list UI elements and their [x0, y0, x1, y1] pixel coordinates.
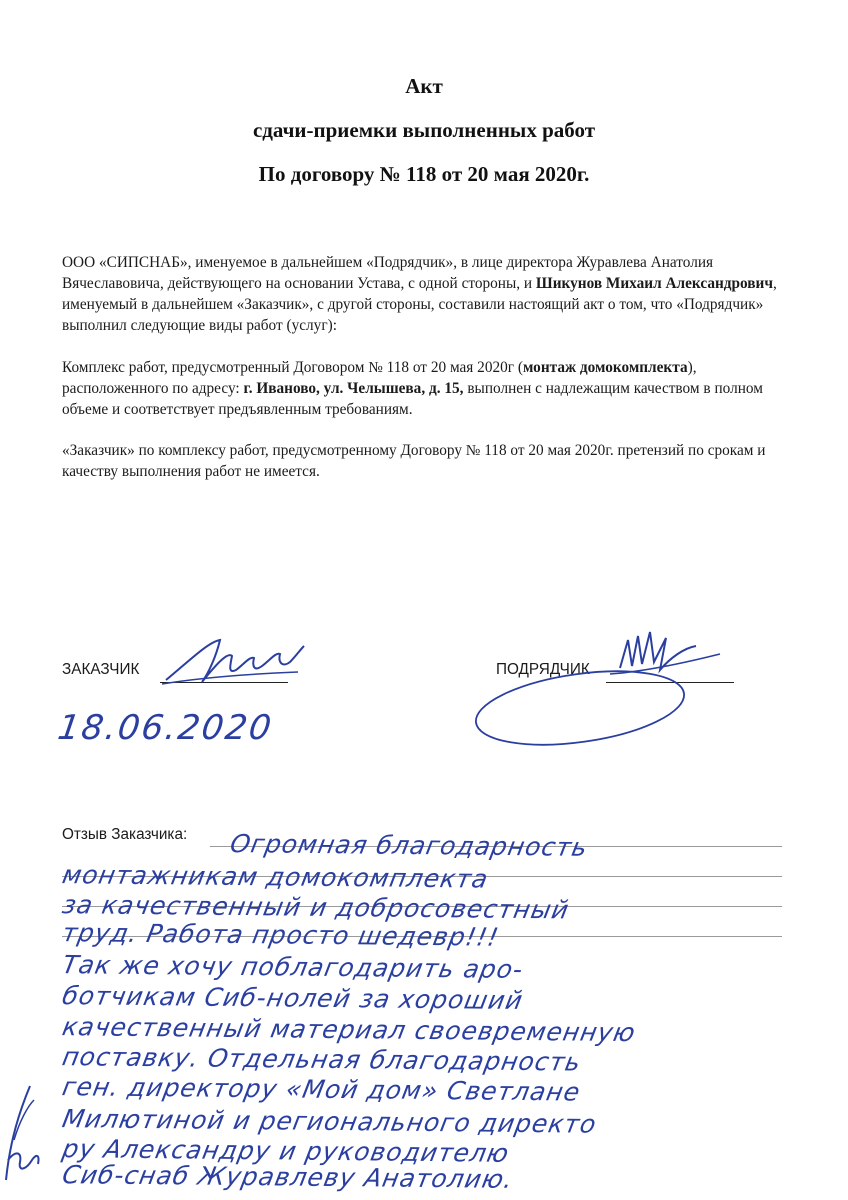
parties-paragraph — [62, 252, 792, 336]
works-text-a: Комплекс работ, предусмотренный Договором № 118 от 20 мая 2020г ( — [62, 359, 523, 376]
review-handwritten-line: качественный материал своевременную — [59, 1012, 639, 1048]
review-handwritten-line: монтажникам домокомплекта — [59, 860, 492, 894]
review-handwritten-line: Так же хочу поблагодарить аро- — [59, 950, 526, 984]
document-subtitle: сдачи-приемки выполненных работ — [252, 118, 596, 142]
margin-signature-icon — [0, 1080, 50, 1190]
review-handwritten-line: за качественный и добросовестный — [59, 890, 572, 925]
review-handwritten-line: Сиб-снаб Журавлеву Анатолию. — [59, 1160, 516, 1194]
claims-paragraph: «Заказчик» по комплексу работ, предусмотренному Договору № 118 от 20 мая 2020г. претензий по срокам и качеству выполнения работ не имеется. — [62, 442, 766, 480]
works-text-c: ), расположенного по адресу: — [62, 359, 697, 397]
handwritten-date: 18.06.2020 — [55, 708, 276, 748]
customer-signature-icon — [158, 622, 308, 692]
review-handwritten-line: ру Александру и руководителю — [59, 1134, 512, 1168]
contractor-signature-icon — [470, 618, 730, 748]
review-label: Отзыв Заказчика: — [62, 826, 188, 843]
contract-reference: По договору № 118 от 20 мая 2020г. — [258, 162, 590, 186]
review-handwritten-line: ген. директору «Мой дом» Светлане — [59, 1072, 584, 1107]
parties-text-c: , именуемый в дальнейшем «Заказчик», с другой стороны, составили настоящий акт о том, что «Подрядчик» выполнил следующие виды работ (услуг): — [62, 275, 777, 334]
works-address: г. Иваново, ул. Челышева, д. 15, — [243, 380, 464, 397]
document-title: Акт — [405, 74, 443, 98]
contractor-signature-label: ПОДРЯДЧИК — [496, 661, 590, 678]
customer-name: Шикунов Михаил Александрович — [535, 275, 774, 292]
works-type: монтаж домокомплекта — [522, 359, 688, 376]
review-handwritten-line: Милютиной и регионального директо — [59, 1104, 600, 1139]
review-handwritten-line: ботчикам Сиб-нолей за хороший — [59, 981, 526, 1015]
review-handwritten-line: поставку. Отдельная благодарность — [59, 1042, 584, 1077]
review-handwritten-line: Огромная благодарность — [227, 829, 591, 862]
parties-text-a: ООО «СИПСНАБ», именуемое в дальнейшем «Подрядчик», в лице директора Журавлева Анатолия Вячеславовича, действующего на основании Устава, с одной стороны, и — [62, 254, 714, 292]
review-handwritten-line: труд. Работа просто шедевр!!! — [59, 918, 502, 952]
works-text-e: выполнен с надлежащим качеством в полном объеме и соответствует предъявленным требованиям. — [62, 380, 763, 418]
works-paragraph — [62, 357, 792, 420]
customer-signature-label: ЗАКАЗЧИК — [62, 661, 140, 678]
